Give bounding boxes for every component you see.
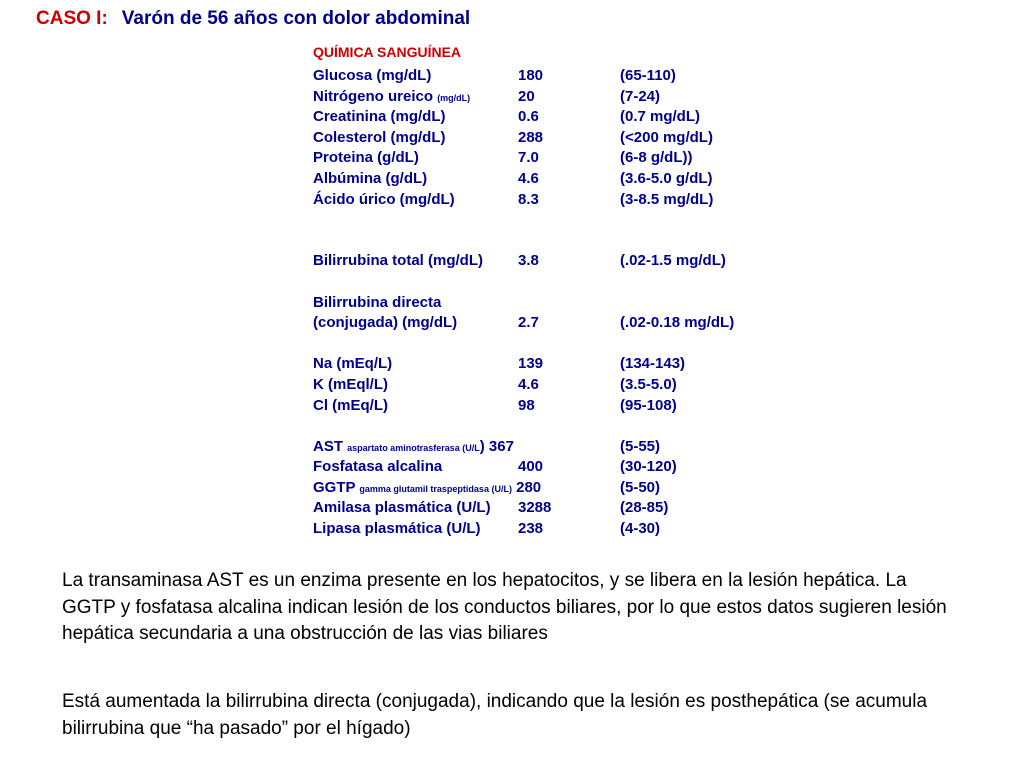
lab-row [313, 293, 780, 314]
lab-row-label: Amilasa plasmática (U/L) [313, 499, 491, 517]
lab-row-value [518, 293, 620, 314]
lab-row-label: (conjugada) (mg/dL) [313, 314, 458, 332]
lab-row-value: 280 [511, 478, 542, 496]
lab-row [313, 437, 780, 458]
lab-row-reference-range: (134-143) [620, 355, 686, 373]
lab-row-value: 139 [518, 355, 544, 373]
lab-results-panel [313, 42, 780, 540]
lab-row-label: GGTP gamma glutamil traspeptidasa (U/L) 280 [313, 478, 542, 496]
lab-results-table [313, 66, 780, 540]
lab-row-reference-range: (5-55) [620, 437, 661, 455]
lab-row [313, 498, 780, 519]
lab-row-label: Glucosa (mg/dL) [313, 67, 432, 84]
case-label: CASO I: [36, 8, 108, 29]
lab-row-spacer [313, 334, 780, 355]
lab-row-label: Lipasa plasmática (U/L) [313, 520, 481, 538]
interpretation-paragraph-2: Está aumentada la bilirrubina directa (conjugada), indicando que la lesión es posthepática (se acumula bilirrubina que “ha pasado” por el hígado) [62, 691, 928, 739]
lab-row-label: Na (mEq/L) [313, 355, 393, 373]
lab-row [313, 107, 780, 128]
lab-row-label: Proteina (g/dL) [313, 149, 419, 167]
lab-row-reference-range: (95-108) [620, 396, 677, 414]
case-description: Varón de 56 años con dolor abdominal [121, 8, 471, 29]
lab-row [313, 251, 780, 272]
lab-row-label: Bilirrubina directa [313, 293, 442, 311]
interpretation-paragraph-1: La transaminasa AST es un enzima presente en los hepatocitos, y se libera en la lesión hepática. La GGTP y fosfatasa alcalina indican lesión de los conductos biliares, por lo que estos datos sugieren lesión hepática secundaria a una obstrucción de las vias biliares [62, 570, 947, 644]
lab-row-value: 8.3 [518, 190, 539, 208]
lab-row-value: 238 [518, 520, 544, 538]
lab-row-value: 400 [518, 458, 544, 476]
lab-row-value: 288 [518, 128, 544, 146]
lab-row-spacer [313, 210, 780, 231]
lab-row [313, 396, 780, 417]
lab-row-value: 3288 [518, 499, 552, 517]
lab-row [313, 519, 780, 540]
lab-row-reference-range: (65-110) [620, 67, 676, 84]
lab-row-reference-range: (5-50) [620, 478, 661, 496]
lab-row-label: Fosfatasa alcalina [313, 458, 443, 476]
lab-row [313, 375, 780, 396]
lab-row-reference-range: (3-8.5 mg/dL) [620, 190, 714, 208]
lab-row-value: 4.6 [518, 375, 539, 393]
lab-row-reference-range: (3.5-5.0) [620, 375, 677, 393]
lab-row-reference-range: (.02-0.18 mg/dL) [620, 314, 735, 332]
lab-row-reference-range: (<200 mg/dL) [620, 128, 713, 146]
lab-row-reference-range: (30-120) [620, 458, 677, 476]
lab-row-label: Creatinina (mg/dL) [313, 108, 446, 126]
slide-title [36, 8, 470, 30]
lab-row [313, 66, 780, 87]
lab-row-spacer [313, 272, 780, 293]
lab-row-reference-range: (4-30) [620, 520, 661, 538]
lab-row-value: 7.0 [518, 149, 539, 167]
lab-row-value: 3.8 [518, 252, 539, 270]
lab-row-label: Cl (mEq/L) [313, 396, 388, 414]
lab-row-reference-range: (6-8 g/dL)) [620, 149, 693, 167]
lab-row-label: Albúmina (g/dL) [313, 169, 428, 187]
lab-row-reference-range: (0.7 mg/dL) [620, 108, 701, 126]
lab-row [313, 354, 780, 375]
lab-row [313, 313, 780, 334]
lab-row-value: 180 [518, 67, 544, 84]
lab-row-label: Nitrógeno ureico (mg/dL) [313, 87, 471, 105]
lab-row-value: 4.6 [518, 169, 539, 187]
lab-row-spacer [313, 231, 780, 252]
lab-row-reference-range: (28-85) [620, 499, 669, 517]
lab-row-value: 98 [518, 396, 535, 414]
lab-row-reference-range: (.02-1.5 mg/dL) [620, 252, 726, 270]
lab-heading: QUÍMICA SANGUÍNEA [313, 44, 462, 60]
lab-row-value: 367 [484, 437, 514, 455]
lab-row-label: K (mEql/L) [313, 375, 388, 393]
lab-row-label: Colesterol (mg/dL) [313, 128, 446, 146]
lab-row-value: 20 [518, 87, 535, 105]
lab-row-value: 0.6 [518, 108, 539, 126]
lab-row-spacer [313, 416, 780, 437]
lab-row-value: 2.7 [518, 314, 539, 332]
lab-row [313, 169, 780, 190]
lab-row-label: AST aspartato aminotrasferasa (U/L) 367 [313, 437, 514, 455]
lab-row-reference-range [620, 293, 780, 314]
lab-row [313, 148, 780, 169]
lab-row-reference-range: (7-24) [620, 87, 661, 105]
lab-row [313, 478, 780, 499]
lab-row [313, 190, 780, 211]
lab-row-label: Bilirrubina total (mg/dL) [313, 252, 483, 270]
lab-row [313, 128, 780, 149]
lab-row [313, 87, 780, 108]
lab-row-label: Ácido úrico (mg/dL) [313, 190, 455, 208]
lab-row [313, 457, 780, 478]
lab-row-reference-range: (3.6-5.0 g/dL) [620, 169, 713, 187]
